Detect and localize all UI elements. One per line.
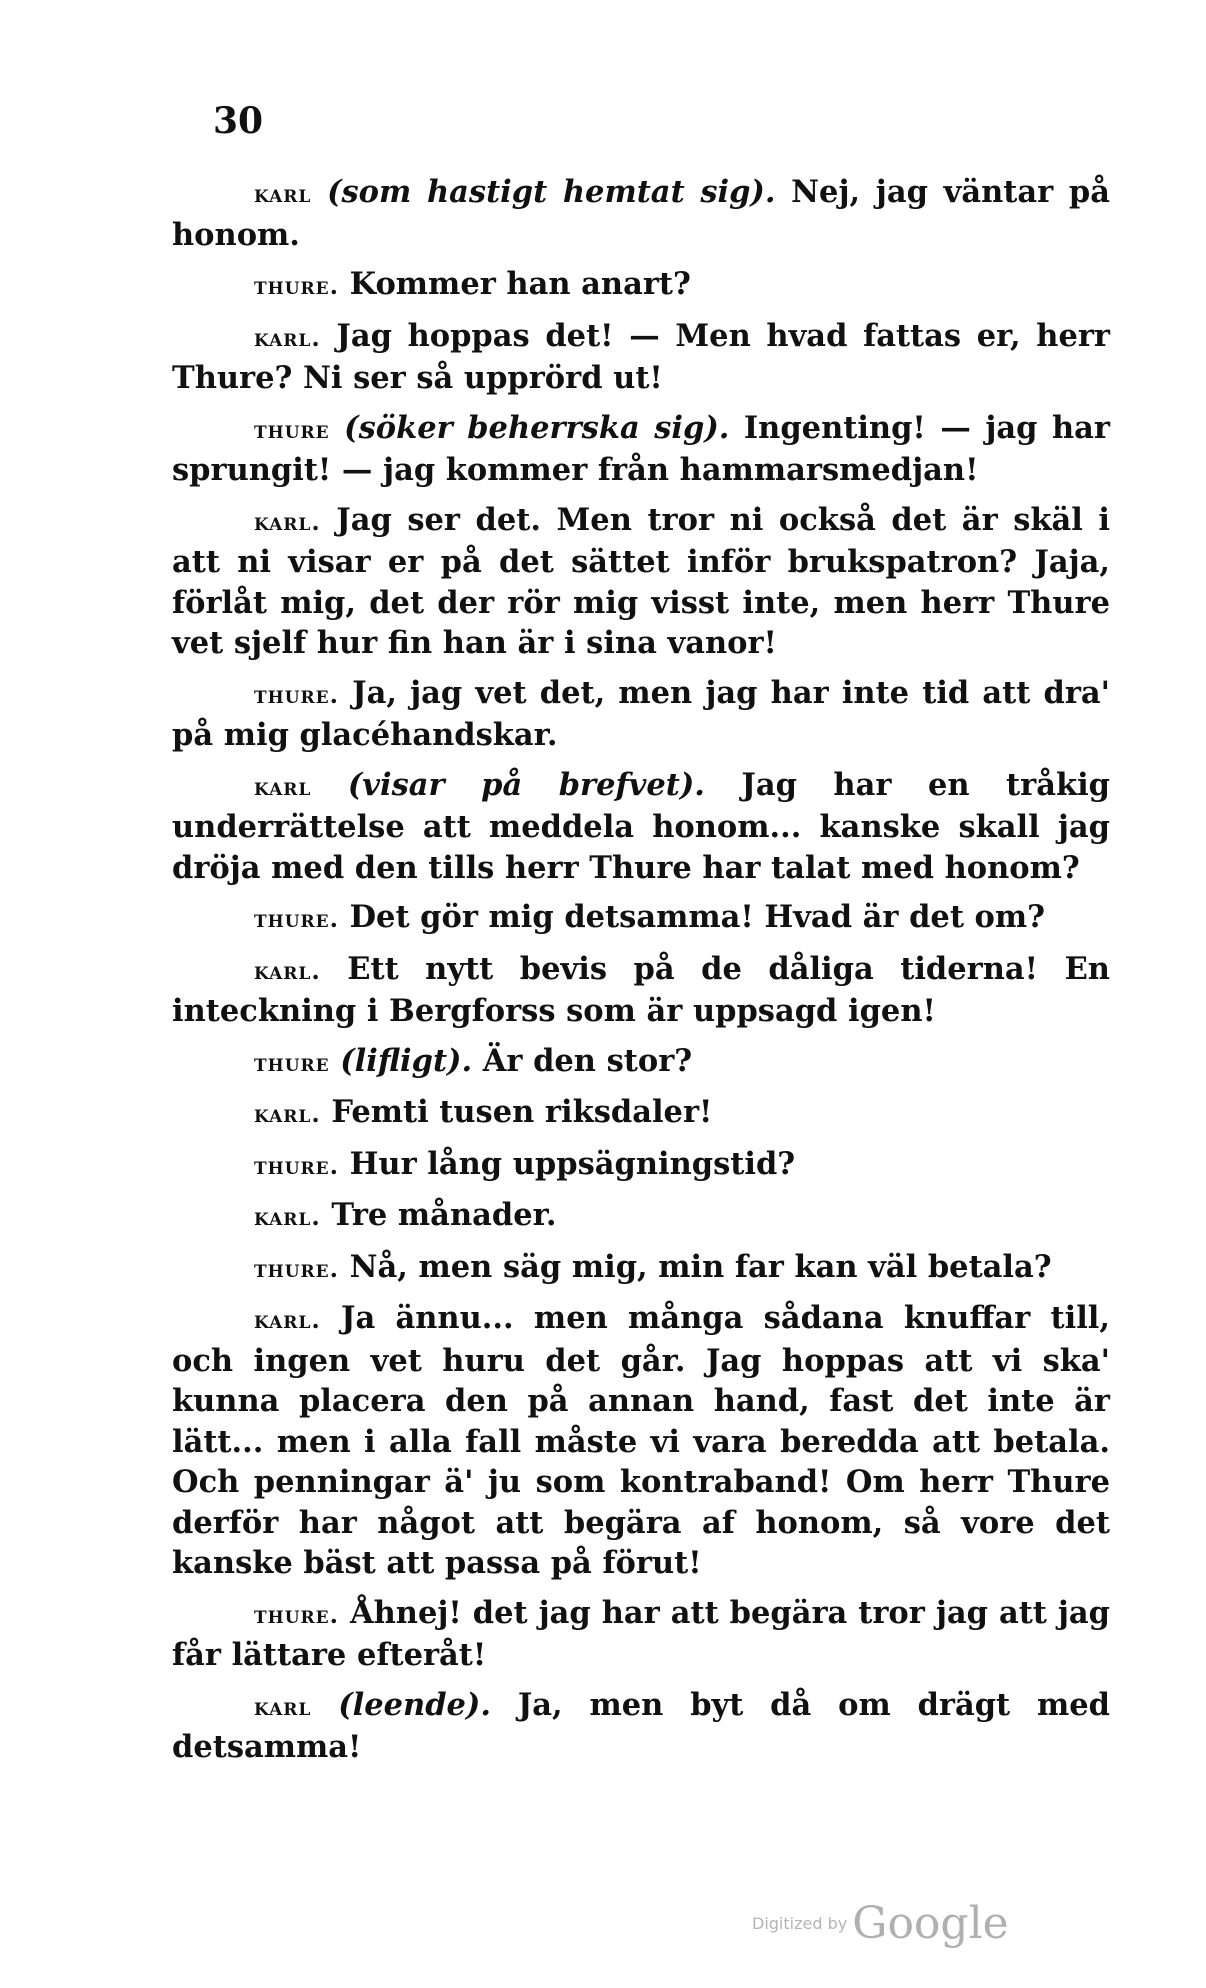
dialogue-line: Ett nytt bevis på de dåliga tiderna! En inteckning i Bergforss som är uppsagd igen! (172, 950, 1110, 1029)
dialogue-paragraph (172, 765, 1110, 889)
watermark-prefix: Digitized by (752, 1914, 848, 1933)
dialogue-line: Det gör mig detsamma! Hvad är det om? (338, 899, 1046, 935)
speaker-name: thure. (254, 904, 339, 933)
dialogue-line: Ja, jag vet det, men jag har inte tid att dra' på mig glacéhandskar. (172, 674, 1110, 753)
page-number: 30 (213, 100, 264, 142)
dialogue-paragraph (172, 408, 1110, 491)
dialogue-paragraph (172, 1298, 1110, 1584)
speaker-name: karl (254, 179, 312, 208)
speaker-name: thure. (254, 1599, 339, 1629)
dialogue-paragraph (172, 264, 1110, 307)
dialogue-line: Kommer han anart? (338, 266, 691, 302)
speaker-name: thure. (254, 1253, 339, 1283)
dialogue-paragraph (172, 1041, 1110, 1084)
stage-direction: (som hastigt hemtat sig). (327, 174, 776, 210)
speaker-name: karl. (254, 955, 321, 985)
speaker-name: thure (254, 1047, 330, 1077)
dialogue-paragraph (172, 897, 1110, 940)
speaker-name: thure. (254, 271, 339, 300)
google-logo: Google (852, 1898, 1009, 1949)
speaker-name: karl. (254, 322, 321, 352)
stage-direction: (leende). (338, 1686, 491, 1723)
dialogue-paragraph (172, 172, 1110, 255)
dialogue-paragraph (172, 1144, 1110, 1187)
speaker-name: thure. (254, 1150, 339, 1180)
digitized-by-watermark (752, 1898, 1009, 1949)
dialogue-line: Åhnej! det jag har att begära tror jag att jag får lättare efteråt! (172, 1594, 1110, 1673)
speaker-name: karl (254, 1691, 312, 1721)
stage-direction: (lifligt). (340, 1042, 473, 1079)
speaker-name: karl. (254, 1202, 321, 1231)
dialogue-line: Tre månader. (320, 1197, 557, 1233)
dialogue-paragraph (172, 673, 1110, 756)
dialogue-text (172, 172, 1110, 1777)
stage-direction: (söker beherrska sig). (344, 409, 730, 446)
speaker-name: thure (254, 414, 330, 444)
dialogue-line: Jag ser det. Men tror ni också det är skäl i att ni visar er på det sättet inför brukspatron? Jaja, förlåt mig, det der rör mig visst inte, men herr Thure vet sjelf hur fin han är i sina vanor! (172, 501, 1110, 661)
dialogue-paragraph (172, 1247, 1110, 1290)
speaker-name: thure. (254, 679, 339, 709)
dialogue-paragraph (172, 500, 1110, 664)
dialogue-line: Ja ännu... men många sådana knuffar till, och ingen vet huru det går. Jag hoppas att vi ska' kunna placera den på annan hand, fast det inte är lätt... men i alla fall måste vi vara beredda att betala. Och penningar ä' ju som kontraband! Om herr Thure derför har något att begära af honom, så vore det kanske bäst att passa på förut! (172, 1300, 1110, 1581)
speaker-name: karl. (254, 506, 321, 536)
dialogue-line: Hur lång uppsägningstid? (338, 1145, 796, 1182)
dialogue-paragraph (172, 1195, 1110, 1238)
dialogue-line: Jag har en tråkig underrättelse att meddela honom... kanske skall jag dröja med den tills herr Thure har talat med honom? (172, 766, 1110, 886)
dialogue-line: Nej, jag väntar på honom. (172, 174, 1110, 253)
dialogue-paragraph (172, 1685, 1110, 1768)
speaker-name: karl. (254, 1099, 321, 1128)
dialogue-line: Nå, men säg mig, min far kan väl betala? (338, 1248, 1052, 1285)
dialogue-paragraph (172, 316, 1110, 399)
dialogue-line: Är den stor? (472, 1042, 693, 1079)
speaker-name: karl (254, 771, 312, 801)
dialogue-paragraph (172, 1092, 1110, 1135)
stage-direction: (visar på brefvet). (347, 766, 705, 803)
dialogue-line: Jag hoppas det! — Men hvad fattas er, herr Thure? Ni ser så upprörd ut! (172, 317, 1110, 396)
dialogue-line: Ingenting! — jag har sprungit! — jag kommer från hammarsmedjan! (172, 409, 1110, 488)
speaker-name: karl. (254, 1305, 321, 1334)
dialogue-line: Ja, men byt då om drägt med detsamma! (172, 1686, 1110, 1765)
dialogue-line: Femti tusen riksdaler! (320, 1094, 713, 1130)
dialogue-paragraph (172, 1593, 1110, 1676)
dialogue-paragraph (172, 949, 1110, 1032)
